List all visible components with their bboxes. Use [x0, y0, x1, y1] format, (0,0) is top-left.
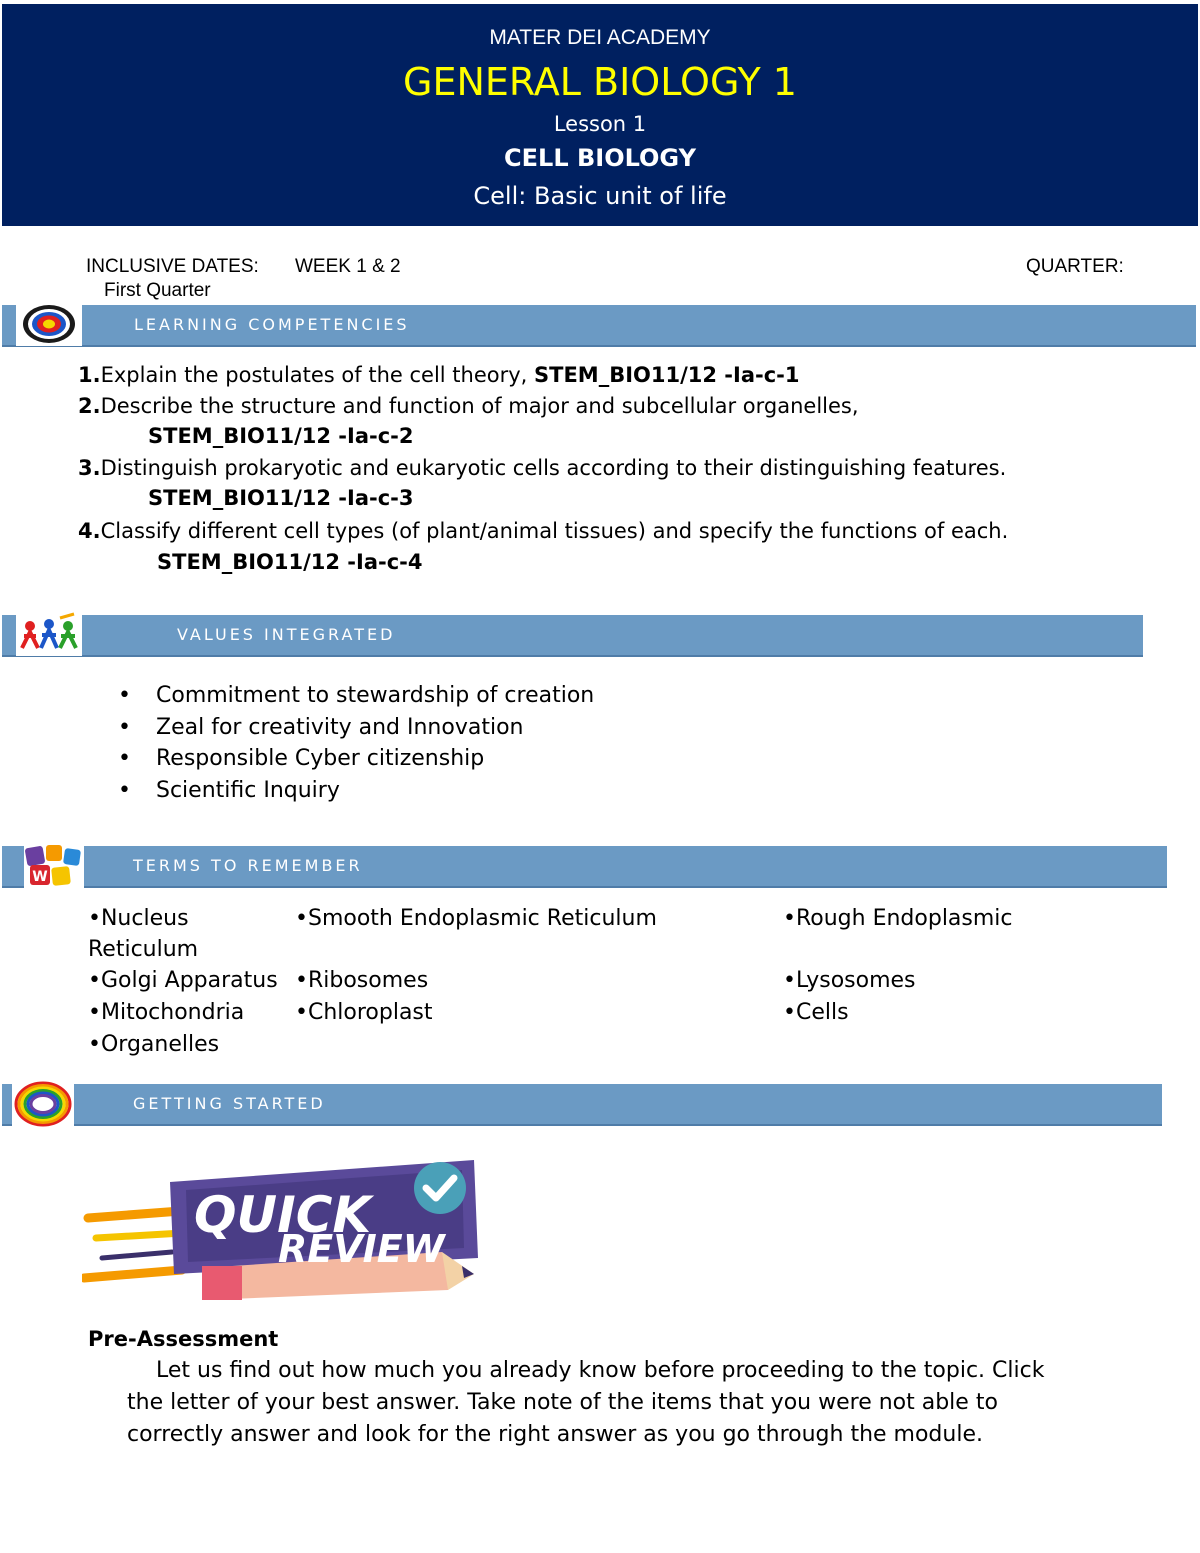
- value-text: Commitment to stewardship of creation: [156, 683, 595, 708]
- pre-assessment-line: Let us find out how much you already know before proceeding to the topic. Click: [156, 1358, 1045, 1383]
- rainbow-circle-icon: [12, 1080, 74, 1128]
- values-list: [118, 680, 594, 806]
- competency-text: Distinguish prokaryotic and eukaryotic cells according to their distinguishing features.: [100, 456, 1007, 480]
- section-title-terms: TERMS TO REMEMBER: [133, 856, 363, 875]
- list-item: • Zeal for creativity and Innovation: [118, 714, 524, 740]
- header-banner: [2, 4, 1198, 226]
- section-title-competencies: LEARNING COMPETENCIES: [134, 315, 410, 334]
- term-item: •Cells: [783, 1000, 849, 1025]
- people-icon: [16, 612, 82, 656]
- competency-text: Classify different cell types (of plant/animal tissues) and specify the functions of each.: [100, 519, 1009, 543]
- word-tiles-icon: [24, 843, 84, 889]
- value-text: Scientific Inquiry: [156, 777, 340, 803]
- quarter-value: First Quarter: [104, 280, 211, 301]
- school-name: MATER DEI ACADEMY: [489, 26, 711, 49]
- competency-item: [78, 453, 1006, 484]
- term-item: •Smooth Endoplasmic Reticulum: [295, 906, 657, 931]
- section-bar-values: [2, 615, 1143, 657]
- term-item: •Nucleus: [88, 906, 189, 931]
- competency-number: 1.: [78, 363, 101, 387]
- term-item: •Chloroplast: [295, 1000, 433, 1025]
- term-item: •Organelles: [88, 1032, 220, 1057]
- subject-title: GENERAL BIOLOGY 1: [403, 60, 797, 104]
- term-item: •Ribosomes: [295, 968, 429, 993]
- lesson-topic: CELL BIOLOGY: [504, 144, 696, 172]
- value-text: Responsible Cyber citizenship: [156, 746, 485, 771]
- term-item: •Rough Endoplasmic: [783, 906, 1013, 931]
- competency-code: STEM_BIO11/12 -Ia-c-3: [148, 486, 414, 510]
- list-item: • Scientific Inquiry: [118, 777, 340, 803]
- competency-number: 3.: [78, 456, 101, 480]
- list-item: • Commitment to stewardship of creation: [118, 683, 595, 708]
- competency-item: [78, 391, 859, 422]
- lesson-subtitle: Cell: Basic unit of life: [473, 182, 727, 210]
- competency-text: Explain the postulates of the cell theory,: [100, 363, 535, 387]
- term-item: •Golgi Apparatus: [88, 968, 278, 993]
- pre-assessment-line: the letter of your best answer. Take note of the items that you were not able to: [127, 1390, 998, 1415]
- quick-review-graphic: [82, 1140, 484, 1306]
- svg-text:W: W: [32, 869, 48, 885]
- competency-item: [78, 516, 1008, 547]
- quarter-label: QUARTER:: [1026, 256, 1124, 277]
- section-title-values: VALUES INTEGRATED: [177, 625, 396, 644]
- competency-text: Describe the structure and function of major and subcellular organelles,: [100, 394, 859, 418]
- competency-code: STEM_BIO11/12 -Ia-c-2: [148, 424, 414, 448]
- competency-item: [78, 360, 800, 391]
- value-text: Zeal for creativity and Innovation: [156, 714, 524, 740]
- competency-code: STEM_BIO11/12 -Ia-c-1: [534, 363, 800, 387]
- list-item: • Responsible Cyber citizenship: [118, 746, 485, 771]
- lesson-number: Lesson 1: [553, 112, 647, 136]
- competency-number: 4.: [78, 519, 101, 543]
- dates-label: INCLUSIVE DATES:: [86, 256, 259, 277]
- section-title-getting-started: GETTING STARTED: [133, 1094, 326, 1113]
- term-item: •Mitochondria: [88, 1000, 245, 1025]
- competency-code: STEM_BIO11/12 -Ia-c-4: [157, 550, 423, 574]
- pre-assessment-title: Pre-Assessment: [88, 1327, 279, 1351]
- term-item: Reticulum: [88, 937, 199, 962]
- quick-text: QUICK: [194, 1186, 372, 1244]
- competency-number: 2.: [78, 394, 101, 418]
- dates-value: WEEK 1 & 2: [295, 256, 401, 277]
- pre-assessment-line: correctly answer and look for the right answer as you go through the module.: [127, 1422, 983, 1447]
- term-item: •Lysosomes: [783, 968, 916, 993]
- review-text: REVIEW: [278, 1227, 445, 1271]
- target-icon: [16, 302, 82, 346]
